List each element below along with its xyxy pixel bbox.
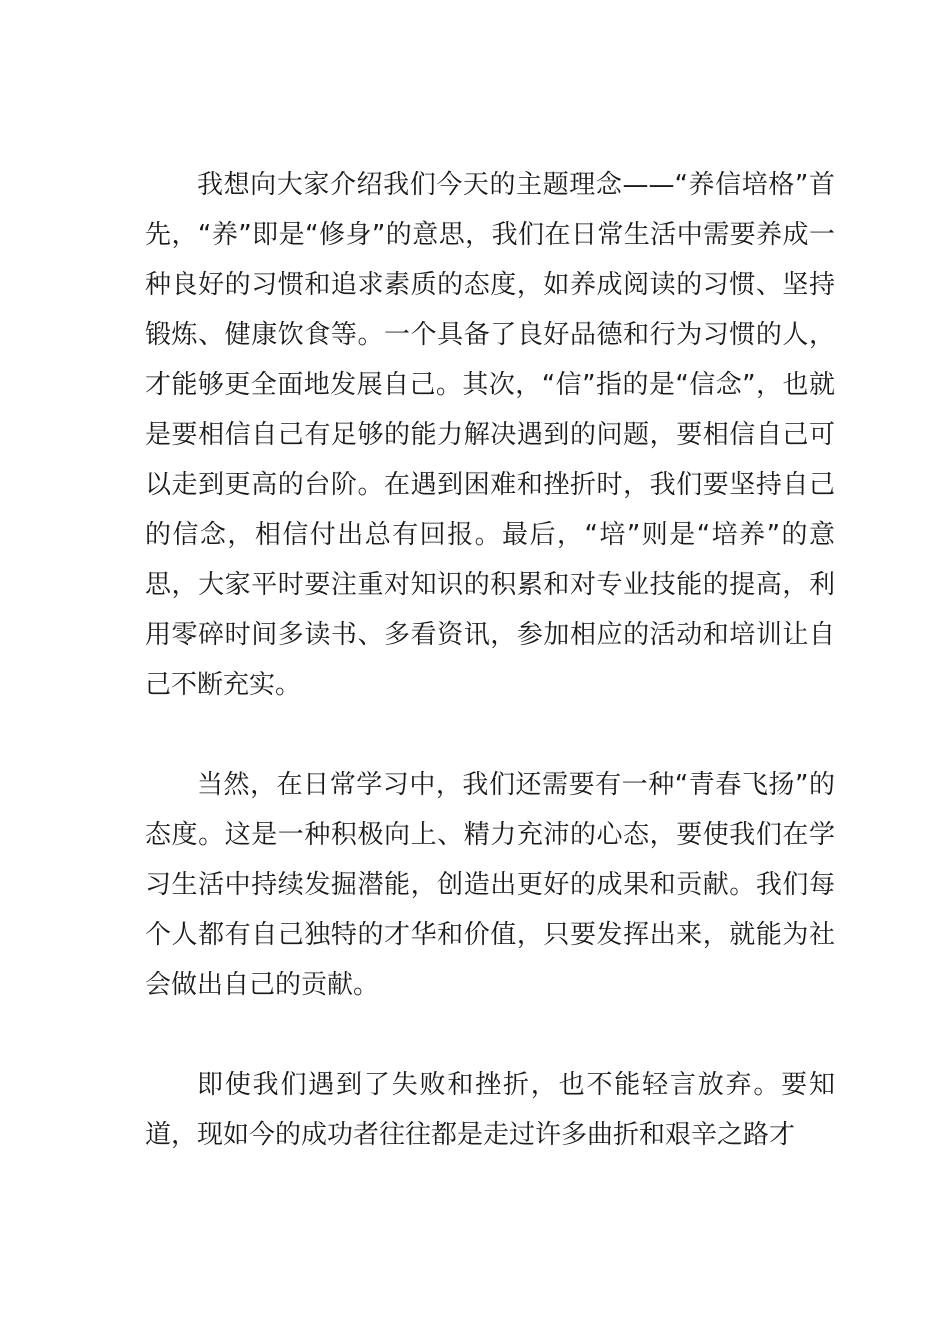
paragraph-1: 我想向大家介绍我们今天的主题理念——“养信培格”首先，“养”即是“修身”的意思，我们在日常生活中需要养成一种良好的习惯和追求素质的态度，如养成阅读的习惯、坚持锻炼、健康饮食等。一个具备了良好品德和行为习惯的人，才能够更全面地发展自己。其次，“信”指的是“信念”，也就是要相信自己有足够的能力解决遇到的问题，要相信自己可以走到更高的台阶。在遇到困难和挫折时，我们要坚持自己的信念，相信付出总有回报。最后，“培”则是“培养”的意思，大家平时要注重对知识的积累和对专业技能的提高，利用零碎时间多读书、多看资讯，参加相应的活动和培训让自己不断充实。 [145,170,835,700]
paragraph-2: 当然，在日常学习中，我们还需要有一种“青春飞扬”的态度。这是一种积极向上、精力充沛的心态，要使我们在学习生活中持续发掘潜能，创造出更好的成果和贡献。我们每个人都有自己独特的才华和价值，只要发挥出来，就能为社会做出自己的贡献。 [145,770,835,1000]
document-body [145,160,835,1160]
paragraph-3: 即使我们遇到了失败和挫折，也不能轻言放弃。要知道，现如今的成功者往往都是走过许多曲折和艰辛之路才 [145,1070,835,1150]
